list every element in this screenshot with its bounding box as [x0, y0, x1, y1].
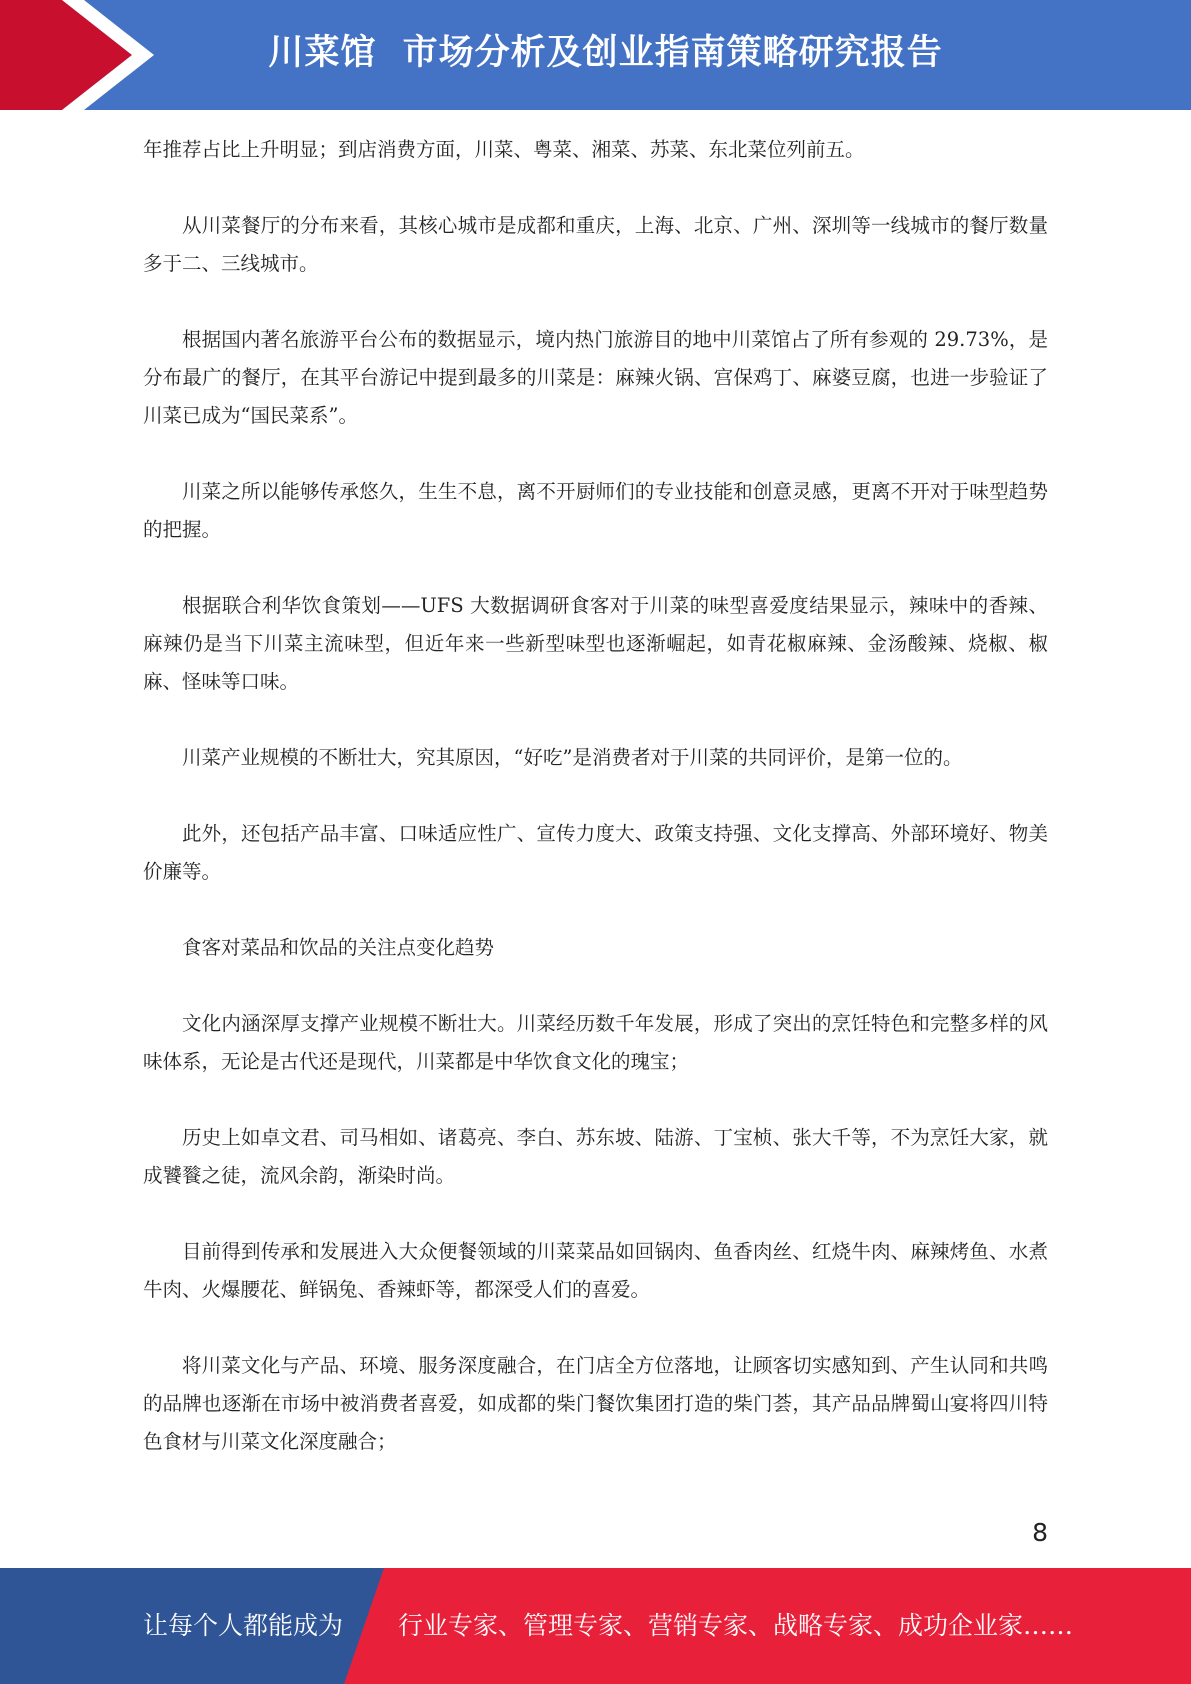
document-body [143, 131, 1048, 1499]
section-subheading: 食客对菜品和饮品的关注点变化趋势 [182, 936, 495, 959]
paragraph: 从川菜餐厅的分布来看，其核心城市是成都和重庆，上海、北京、广州、深圳等一线城市的餐厅数量多于二、三线城市。 [143, 214, 1048, 275]
page-number: 8 [1032, 1518, 1048, 1547]
paragraph: 根据国内著名旅游平台公布的数据显示，境内热门旅游目的地中川菜馆占了所有参观的 29.73%，是分布最广的餐厅，在其平台游记中提到最多的川菜是：麻辣火锅、宫保鸡丁、麻婆豆腐，也进一步验证了川菜已成为“国民菜系”。 [143, 328, 1048, 427]
paragraph: 目前得到传承和发展进入大众便餐领域的川菜菜品如回锅肉、鱼香肉丝、红烧牛肉、麻辣烤鱼、水煮牛肉、火爆腰花、鲜锅兔、香辣虾等，都深受人们的喜爱。 [143, 1240, 1048, 1301]
page-footer [0, 1568, 1191, 1684]
paragraph: 历史上如卓文君、司马相如、诸葛亮、李白、苏东坡、陆游、丁宝桢、张大千等，不为烹饪大家，就成饕餮之徒，流风余韵，渐染时尚。 [143, 1126, 1048, 1187]
paragraph: 川菜之所以能够传承悠久，生生不息，离不开厨师们的专业技能和创意灵感，更离不开对于味型趋势的把握。 [143, 480, 1048, 541]
paragraph: 根据联合利华饮食策划——UFS 大数据调研食客对于川菜的味型喜爱度结果显示，辣味中的香辣、麻辣仍是当下川菜主流味型，但近年来一些新型味型也逐渐崛起，如青花椒麻辣、金汤酸辣、烧椒、椒麻、怪味等口味。 [143, 594, 1048, 693]
paragraph: 将川菜文化与产品、环境、服务深度融合，在门店全方位落地，让顾客切实感知到、产生认同和共鸣的品牌也逐渐在市场中被消费者喜爱，如成都的柴门餐饮集团打造的柴门荟，其产品品牌蜀山宴将四川特色食材与川菜文化深度融合； [143, 1354, 1048, 1453]
paragraph: 此外，还包括产品丰富、口味适应性广、宣传力度大、政策支持强、文化支撑高、外部环境好、物美价廉等。 [143, 822, 1048, 883]
paragraph: 川菜产业规模的不断壮大，究其原因，“好吃”是消费者对于川菜的共同评价，是第一位的。 [182, 746, 963, 769]
document-title: 川菜馆 市场分析及创业指南策略研究报告 [268, 33, 943, 73]
paragraph: 年推荐占比上升明显；到店消费方面，川菜、粤菜、湘菜、苏菜、东北菜位列前五。 [143, 138, 865, 161]
footer-slogan-left: 让每个人都能成为 [143, 1611, 344, 1640]
page-header [0, 0, 1191, 110]
paragraph: 文化内涵深厚支撑产业规模不断壮大。川菜经历数千年发展，形成了突出的烹饪特色和完整多样的风味体系，无论是古代还是现代，川菜都是中华饮食文化的瑰宝； [143, 1012, 1048, 1073]
footer-slogan-right: 行业专家、管理专家、营销专家、战略专家、成功企业家…… [398, 1611, 1074, 1640]
